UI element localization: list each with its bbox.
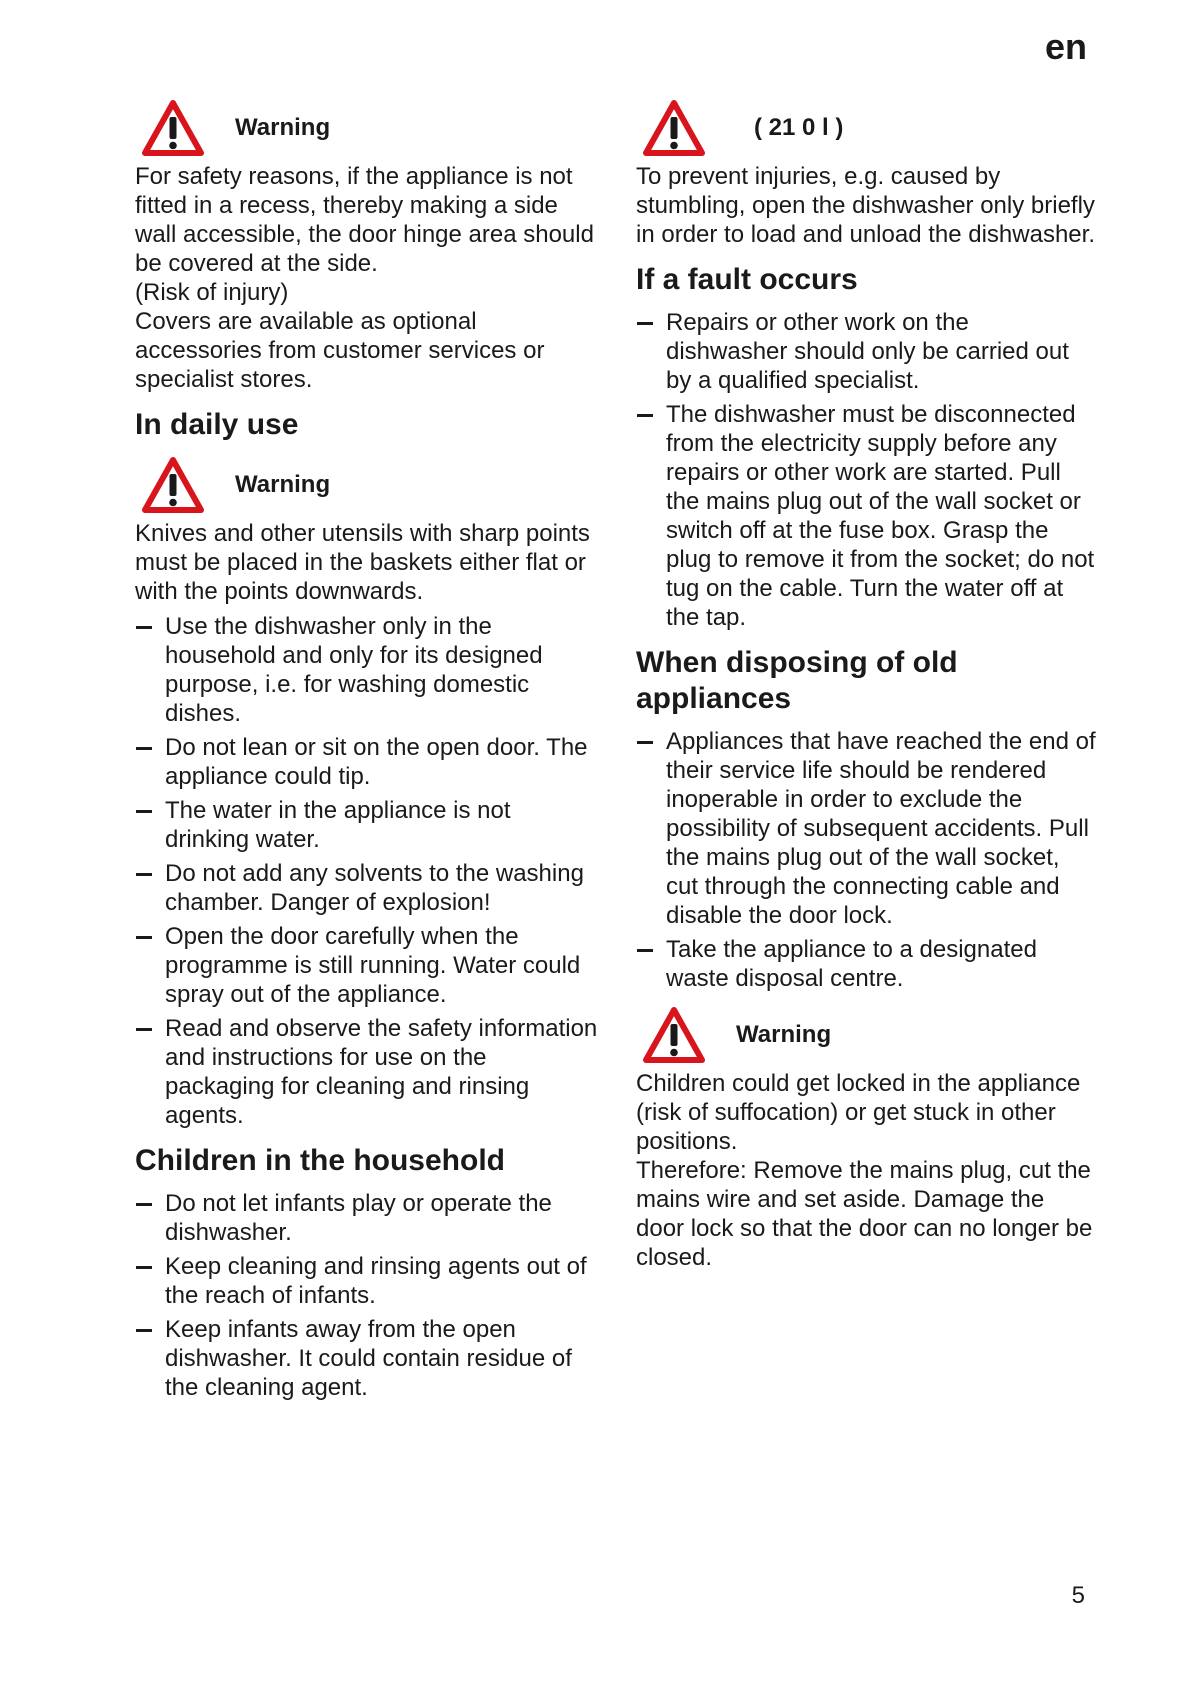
daily-use-list <box>135 612 599 1130</box>
warning-triangle-icon <box>642 1006 706 1064</box>
list-item: Open the door carefully when the programme is still running. Water could spray out of the appliance. <box>135 922 599 1009</box>
warning-text: Therefore: Remove the mains plug, cut the mains wire and set aside. Damage the door lock so that the door can no longer be closed. <box>636 1157 1093 1271</box>
disposal-list <box>636 727 1096 993</box>
list-item: Take the appliance to a designated waste disposal centre. <box>636 935 1096 993</box>
list-item: Use the dishwasher only in the household and only for its designed purpose, i.e. for washing domestic dishes. <box>135 612 599 728</box>
list-item: Repairs or other work on the dishwasher should only be carried out by a qualified specialist. <box>636 308 1096 395</box>
warning-triangle-icon <box>141 99 205 157</box>
list-item: Do not add any solvents to the washing chamber. Danger of explosion! <box>135 859 599 917</box>
warning-title: Warning <box>736 1021 832 1048</box>
list-item: The dishwasher must be disconnected from the electricity supply before any repairs or other work are started. Pull the mains plug out of the wall socket or switch off at the fuse box. Grasp the plug to remove it from the socket; do not tug on the cable. Turn the water off at the tap. <box>636 400 1096 632</box>
language-code: en <box>1044 26 1087 67</box>
warning-header <box>636 1003 1096 1067</box>
warning-triangle-icon <box>642 99 706 157</box>
section-heading-fault: If a fault occurs <box>636 263 858 296</box>
warning-text: Children could get locked in the appliance (risk of suffocation) or get stuck in other positions. <box>636 1070 1081 1155</box>
caution-title: ( 21 0 l ) <box>754 114 844 141</box>
list-item: Read and observe the safety information and instructions for use on the packaging for cleaning and rinsing agents. <box>135 1014 599 1130</box>
warning-text: Covers are available as optional accessories from customer services or specialist stores. <box>135 308 545 393</box>
warning-text: (Risk of injury) <box>135 279 289 306</box>
page-number: 5 <box>1071 1582 1085 1609</box>
caution-text: To prevent injuries, e.g. caused by stumbling, open the dishwasher only briefly in order to load and unload the dishwasher. <box>636 163 1095 248</box>
warning-title: Warning <box>235 471 331 498</box>
fault-list <box>636 308 1096 632</box>
warning-text: Knives and other utensils with sharp points must be placed in the baskets either flat or with the points downwards. <box>135 520 590 605</box>
warning-text: For safety reasons, if the appliance is not fitted in a recess, thereby making a side wall accessible, the door hinge area should be covered at the side. <box>135 163 594 277</box>
left-column <box>135 96 599 1407</box>
warning-title: Warning <box>235 114 331 141</box>
section-heading-disposal: When disposing of old appliances <box>636 646 958 715</box>
warning-triangle-icon <box>141 456 205 514</box>
list-item: The water in the appliance is not drinking water. <box>135 796 599 854</box>
list-item: Appliances that have reached the end of their service life should be rendered inoperable in order to exclude the possibility of subsequent accidents. Pull the mains plug out of the wall socket, cut through the connecting cable and disable the door lock. <box>636 727 1096 930</box>
section-heading-children: Children in the household <box>135 1144 505 1177</box>
right-column <box>636 96 1096 1272</box>
warning-header <box>135 453 599 517</box>
children-list <box>135 1189 599 1402</box>
list-item: Keep cleaning and rinsing agents out of the reach of infants. <box>135 1252 599 1310</box>
list-item: Do not let infants play or operate the dishwasher. <box>135 1189 599 1247</box>
list-item: Keep infants away from the open dishwasher. It could contain residue of the cleaning agent. <box>135 1315 599 1402</box>
warning-header <box>135 96 599 160</box>
list-item: Do not lean or sit on the open door. The appliance could tip. <box>135 733 599 791</box>
caution-header <box>636 96 1096 160</box>
section-heading-daily-use: In daily use <box>135 408 299 441</box>
